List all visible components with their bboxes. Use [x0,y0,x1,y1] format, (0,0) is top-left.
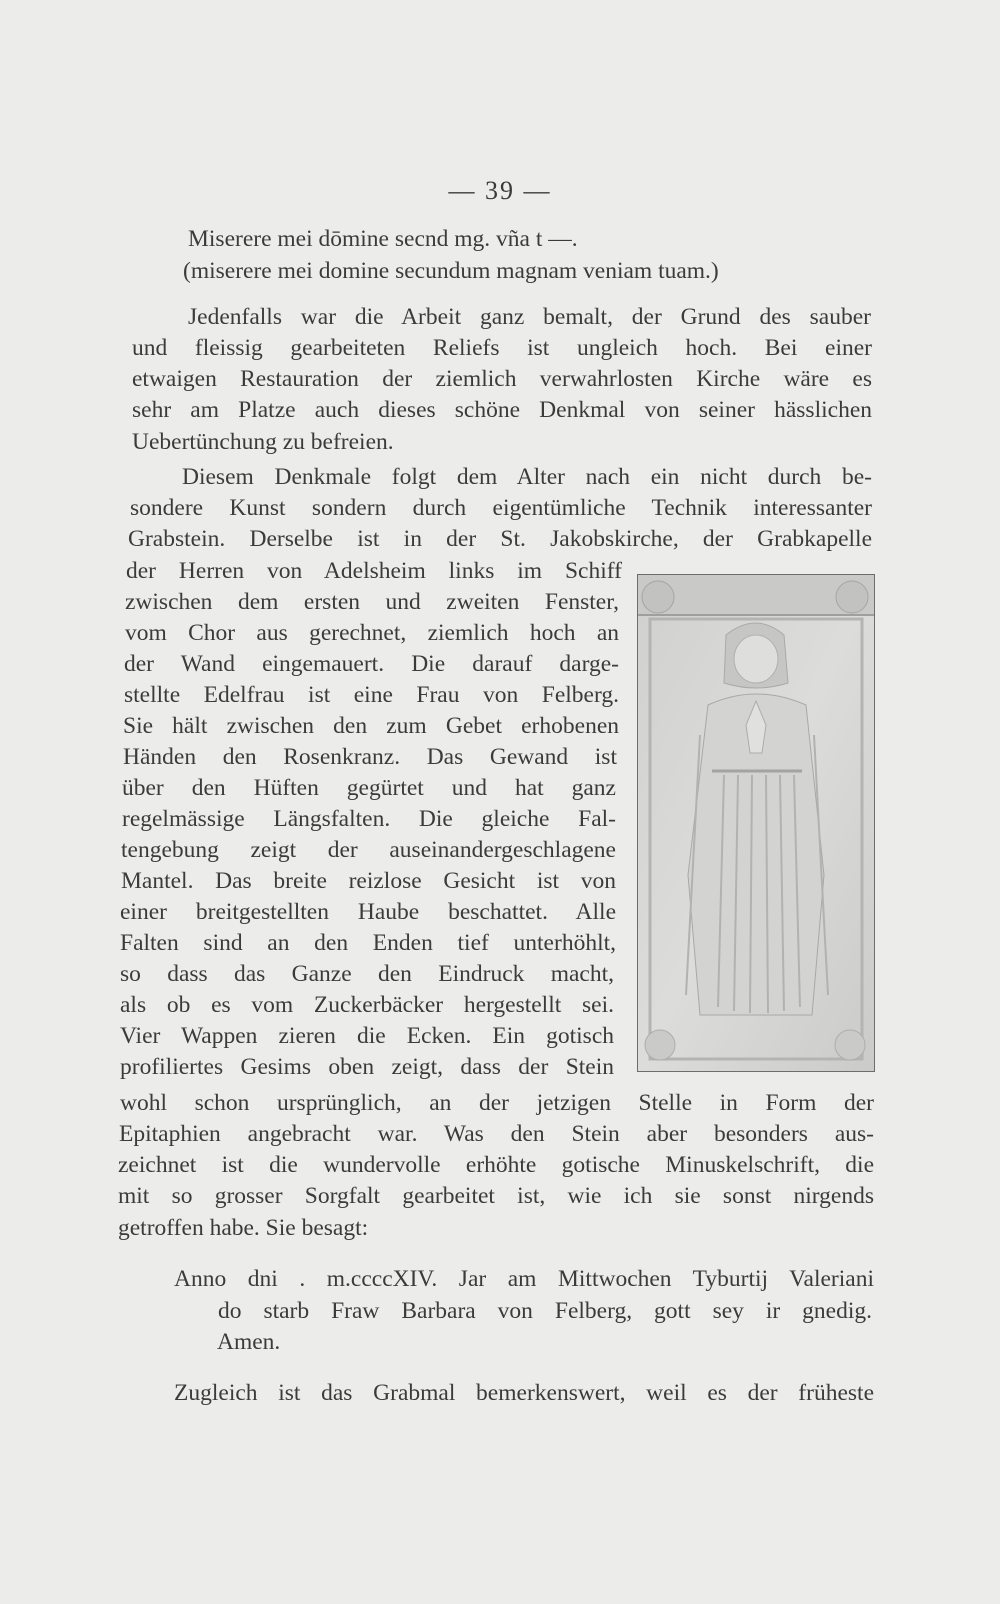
text-line: zeichnet ist die wundervolle erhöhte gotische Minuskelschrift, die [118,1152,874,1178]
text-line: der Herren von Adelsheim links im Schiff [126,558,622,584]
text-line: sondere Kunst sondern durch eigentümliche Technik interessanter [130,495,872,521]
coat-of-arms-icon [642,581,674,613]
text-line: stellte Edelfrau ist eine Frau von Felberg. [124,682,619,708]
text-line: getroffen habe. Sie besagt: [118,1215,369,1241]
text-line: Falten sind an den Enden tief unterhöhlt, [120,930,616,956]
latin-line: (miserere mei domine secundum magnam veniam tuam.) [183,258,719,284]
coat-of-arms-icon [836,581,868,613]
text-line: vom Chor aus gerechnet, ziemlich hoch an [125,620,619,646]
text-line: Jedenfalls war die Arbeit ganz bemalt, der Grund des sauber [188,304,871,330]
text-line: Epitaphien angebracht war. Was den Stein aber besonders aus- [119,1121,874,1147]
latin-line: Miserere mei dōmine secnd mg. vña t —. [188,226,578,252]
text-line: Sie hält zwischen den zum Gebet erhobenen [123,713,619,739]
text-line: Uebertünchung zu befreien. [132,429,394,455]
text-line: etwaigen Restauration der ziemlich verwahrlosten Kirche wäre es [132,366,872,392]
text-line: der Wand eingemauert. Die darauf darge- [124,651,619,677]
text-line: zwischen dem ersten und zweiten Fenster, [125,589,619,615]
inscription-line: Amen. [217,1329,281,1355]
text-line: über den Hüften gegürtet und hat ganz [122,775,616,801]
coat-of-arms-icon [835,1030,865,1060]
tombstone-relief-drawing [638,575,874,1071]
text-line: tengebung zeigt der auseinandergeschlagene [121,837,616,863]
text-line: Grabstein. Derselbe ist in der St. Jakobskirche, der Grabkapelle [128,526,872,552]
text-line: Händen den Rosenkranz. Das Gewand ist [123,744,617,770]
text-line: sehr am Platze auch dieses schöne Denkmal von seiner hässlichen [132,397,872,423]
text-line: mit so grosser Sorgfalt gearbeitet ist, wie ich sie sonst nirgends [118,1183,874,1209]
text-line: als ob es vom Zuckerbäcker hergestellt sei. [120,992,614,1018]
text-line: einer breitgestellten Haube beschattet. Alle [120,899,616,925]
tombstone-relief-image [637,574,875,1072]
text-line: regelmässige Längsfalten. Die gleiche Fal- [122,806,616,832]
coat-of-arms-icon [645,1030,675,1060]
text-line: wohl schon ursprünglich, an der jetzigen Stelle in Form der [120,1090,874,1116]
text-line: Vier Wappen zieren die Ecken. Ein gotisch [120,1023,614,1049]
inscription-line: do starb Fraw Barbara von Felberg, gott sey ir gnedig. [218,1298,872,1324]
text-line: Mantel. Das breite reizlose Gesicht ist von [121,868,616,894]
text-line: und fleissig gearbeiteten Reliefs ist ungleich hoch. Bei einer [132,335,872,361]
text-line: Diesem Denkmale folgt dem Alter nach ein nicht durch be- [182,464,872,490]
text-line: Zugleich ist das Grabmal bemerkenswert, weil es der früheste [174,1380,874,1406]
text-line: profiliertes Gesims oben zeigt, dass der Stein [120,1054,614,1080]
inscription-line: Anno dni . m.ccccXIV. Jar am Mittwochen Tyburtij Valeriani [174,1266,874,1292]
page-number: — 39 — [448,176,552,205]
text-line: so dass das Ganze den Eindruck macht, [120,961,614,987]
